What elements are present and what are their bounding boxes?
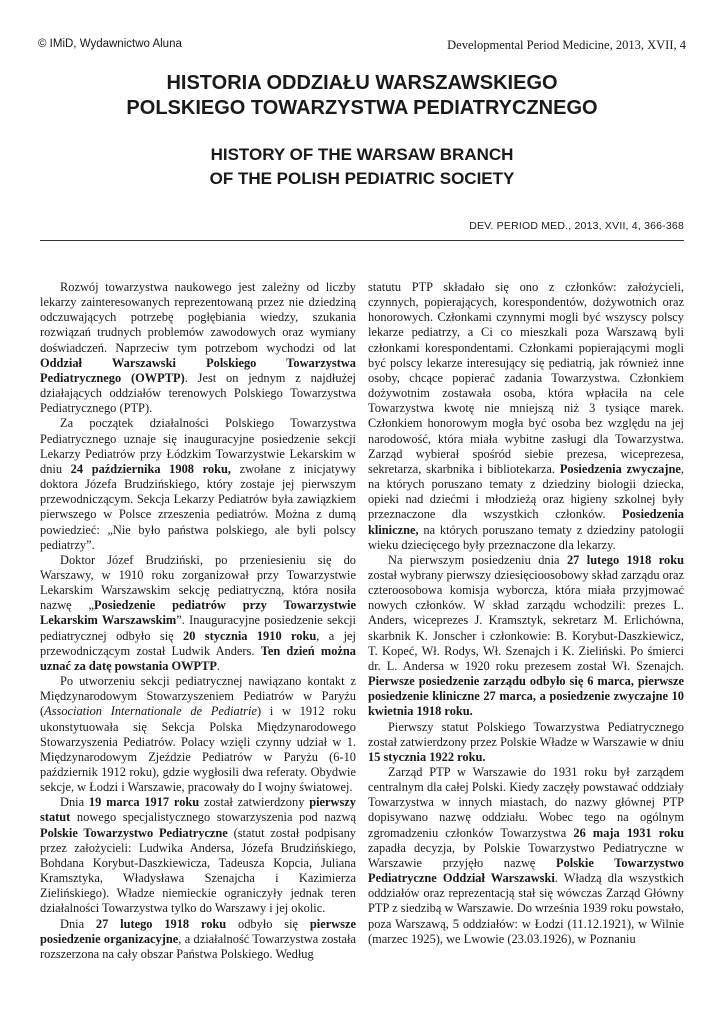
text-run: Dnia <box>60 916 96 931</box>
text-run: , a jej przewodniczącym został Ludwik Anders. <box>40 628 356 658</box>
bold-text: Posiedzenia zwyczajne <box>559 461 681 476</box>
bold-text: 19 marca 1917 roku <box>88 795 200 810</box>
text-run: Zarząd PTP w Warszawie do 1931 roku był zarządem centralnym dla całej Polski. Kiedy zaczęły powstawać oddziały Towarzystwa w innych miastach, do nazwy głównej PTP dopisywano nazwę oddziału. Wobec tego na ogólnym zgromadzeniu członków Towarzystwa <box>368 765 684 840</box>
bold-text: 24 października 1908 roku, <box>70 461 231 476</box>
left-text-column <box>40 280 356 962</box>
text-run: nowego specjalistycznego stowarzyszenia pod nazwą <box>70 810 356 825</box>
body-paragraph <box>40 416 356 552</box>
text-run: zapadła decyzja, by Polskie Towarzystwo Pediatryczne w Warszawie przyjęło nazwę <box>368 840 684 870</box>
body-paragraph <box>368 553 684 720</box>
text-run: Na pierwszym posiedzeniu dnia <box>388 552 567 567</box>
running-header <box>38 38 686 52</box>
article-title-polish <box>40 71 684 121</box>
title-pl-line-2: POLSKIEGO TOWARZYSTWA PEDIATRYCZNEGO <box>126 97 598 119</box>
text-run: został wybrany pierwszy dziesięcioosobowy skład zarządu oraz czteroosobowa komisja wyborcza, która miała przyjmować nowych członków. W skład zarządu wchodzili: prezes L. Anders, wiceprezes J. Kramsztyk, sekretarz M. Erlichówna, skarbnik K. Jonscher i członkowie: B. Korybut-Daszkiewicz, T. Kopeć, Wł. Rodys, Wł. Szenajch i K. Zieliński. Po śmierci dr. L. Andersa w 1920 roku prezesem został Wł. Szenajch. <box>368 567 684 673</box>
bold-text: 27 lutego 1918 roku <box>95 916 227 931</box>
text-run: , a działalność Towarzystwa została rozszerzona na cały obszar Państwa Polskiego. Według <box>40 931 357 961</box>
body-paragraph <box>40 280 356 416</box>
bold-text: pierwsze posiedzenie organizacyjne <box>40 916 356 946</box>
text-run: . <box>216 658 221 673</box>
article-citation: DEV. PERIOD MED., 2013, XVII, 4, 366-368 <box>469 220 684 232</box>
italic-text: Association Internationale de Pediatrie <box>44 704 257 719</box>
text-run: odbyło się <box>226 916 310 931</box>
text-run: Pierwszy statut Polskiego Towarzystwa Pediatrycznego został zatwierdzony przez Polskie Władze w Warszawie w dniu <box>368 719 684 749</box>
bold-text: Posiedzenie pediatrów przy Towarzystwie Lekarskim Warszawskim <box>40 598 356 628</box>
right-text-column <box>368 280 684 947</box>
body-paragraph <box>368 720 684 765</box>
body-paragraph <box>40 674 356 795</box>
bold-text: Posiedzenia kliniczne, <box>368 507 684 537</box>
text-run: Dnia <box>60 795 89 810</box>
text-run: (statut został podpisany przez założycieli: Ludwika Andersa, Józefa Brudzińskiego, Bohdana Korybut-Daszkiewicza, Tadeusza Kopcia, Juliana Kramsztyka, Władysława Szenajcha i Kazimierza Zielińskiego). Władze niemieckie ograniczyły jednak teren działalności Towarzystwa tylko do Warszawy i jej okolic. <box>40 825 356 916</box>
text-run: został zatwierdzony <box>199 795 310 810</box>
text-run: Po utworzeniu sekcji pediatrycznej nawiązano kontakt z Międzynarodowym Stowarzyszeniem Pediatrów w Paryżu ( <box>40 674 356 719</box>
bold-text: Oddział Warszawski Polskiego Towarzystwa Pediatrycznego (OWPTP) <box>40 355 356 385</box>
bold-text: Ten dzień można uznać za datę powstania OWPTP <box>40 643 356 673</box>
text-run: ”. Inauguracyjne posiedzenie sekcji pediatrycznej odbyło się <box>40 613 356 643</box>
text-run: zwołane z inicjatywy doktora Józefa Brudzińskiego, który zostaje jej pierwszym przewodniczącym. Sekcja Lekarzy Pediatrów była zawiązkiem pierwszego w Polsce zrzeszenia pediatrów. Można z dumą powiedzieć: „Nie było państwa polskiego, ale byli polscy pediatrzy”. <box>40 461 356 552</box>
text-run: . Władzą dla wszystkich oddziałów oraz reprezentacją stał się wówczas Zarząd Główny PTP z siedzibą w Warszawie. Do września 1939 roku powstało, poza Warszawą, 5 oddziałów: w Łodzi (11.12.1921), w Wilnie (marzec 1925), we Lwowie (23.03.1926), w Poznaniu <box>368 871 684 946</box>
text-run: Za początek działalności Polskiego Towarzystwa Pediatrycznego uznaje się inauguracyjne posiedzenie sekcji Lekarzy Pediatrów przy Łódzkim Towarzystwie Lekarskim w dniu <box>40 416 356 476</box>
bold-text: Polskie Towarzystwo Pediatryczne Oddział Warszawski <box>368 855 684 886</box>
bold-text: 20 stycznia 1910 roku <box>183 628 317 643</box>
journal-reference: Developmental Period Medicine, 2013, XVII, 4 <box>447 38 686 52</box>
text-run: na których poruszano tematy z dziedziny patologii wieku dziecięcego były przeznaczone dla lekarzy. <box>368 522 684 552</box>
title-en-line-1: HISTORY OF THE WARSAW BRANCH <box>210 145 514 164</box>
bold-text: Polskie Towarzystwo Pediatryczne <box>40 825 228 840</box>
text-run: , na których poruszano tematy z dziedziny biologii dziecka, opieki nad dziećmi i młodzieżą oraz higieny szkolnej były przeznaczone dla wszystkich członków. <box>368 461 684 522</box>
body-paragraph <box>40 553 356 674</box>
bold-text: 27 lutego 1918 roku <box>566 552 684 567</box>
bold-text: 26 maja 1931 roku <box>573 825 684 840</box>
text-run: Doktor Józef Brudziński, po przeniesieniu się do Warszawy, w 1910 roku zorganizował przy Towarzystwie Lekarskim Warszawskim sekcję pediatryczną, która nosiła nazwę „ <box>40 552 356 613</box>
bold-text: 15 stycznia 1922 roku. <box>368 749 486 764</box>
copyright-notice: © IMiD, Wydawnictwo Aluna <box>38 38 182 50</box>
title-en-line-2: OF THE POLISH PEDIATRIC SOCIETY <box>209 169 515 188</box>
bold-text: Pierwsze posiedzenie zarządu odbyło się 6 marca, pierwsze posiedzenie kliniczne 27 marca, a posiedzenie zwyczajne 10 kwietnia 1918 roku. <box>368 674 684 719</box>
body-paragraph <box>368 280 684 553</box>
text-run: Rozwój towarzystwa naukowego jest zależny od liczby lekarzy zainteresowanych reprezentowaną przez nie dziedziną odczuwających potrzebę pogłębiania wiedzy, szukania rozwiązań trudnych problemów zawodowych oraz wymiany doświadczeń. Naprzeciw tym potrzebom wychodzi od lat <box>40 280 356 355</box>
article-title-english <box>40 143 684 191</box>
title-pl-line-1: HISTORIA ODDZIAŁU WARSZAWSKIEGO <box>166 72 558 94</box>
text-run: statutu PTP składało się ono z członków: założycieli, czynnych, popierających, korespondentów, dożywotnich oraz honorowych. Członkami czynnymi mogli być wszyscy polscy lekarze pediatrzy, a Ci co mieszkali poza Warszawą byli członkami korespondentami. Członkami popierającymi mogli być polscy lekarze interesujący się pediatrią, jak również inne osoby, chcące popierać zadania Towarzystwa. Członkiem dożywotnim zostawała osoba, która wpłaciła na cele Towarzystwa kwotę nie mniejszą niż 3 tysiące marek. Członkiem honorowym mogła być osoba bez względu na jej narodowość, która miała wybitne zasługi dla Towarzystwa. Zarząd wybierał spośród siebie prezesa, wiceprezesa, sekretarza, skarbnika i bibliotekarza. <box>368 280 684 476</box>
bold-text: pierwszy statut <box>40 795 356 825</box>
body-paragraph <box>40 917 356 962</box>
text-run: . Jest on jednym z najdłużej działających oddziałów terenowych Polskiego Towarzystwa Pediatrycznego (PTP). <box>40 370 357 416</box>
body-paragraph <box>40 795 356 916</box>
body-paragraph <box>368 765 684 947</box>
header-divider <box>40 240 684 241</box>
text-run: ) i w 1912 roku ukonstytuowała się Sekcja Polska Międzynarodowego Stowarzyszenia Pediatrów. Polacy wzięli czynny udział w 1. Międzynarodowym Zjeździe Pediatrów w Paryżu (6-10 październik 1912 roku), gdzie wygłosili dwa referaty. Obydwie sekcje, w Łodzi i Warszawie, pracowały do I wojny światowej. <box>40 704 356 795</box>
